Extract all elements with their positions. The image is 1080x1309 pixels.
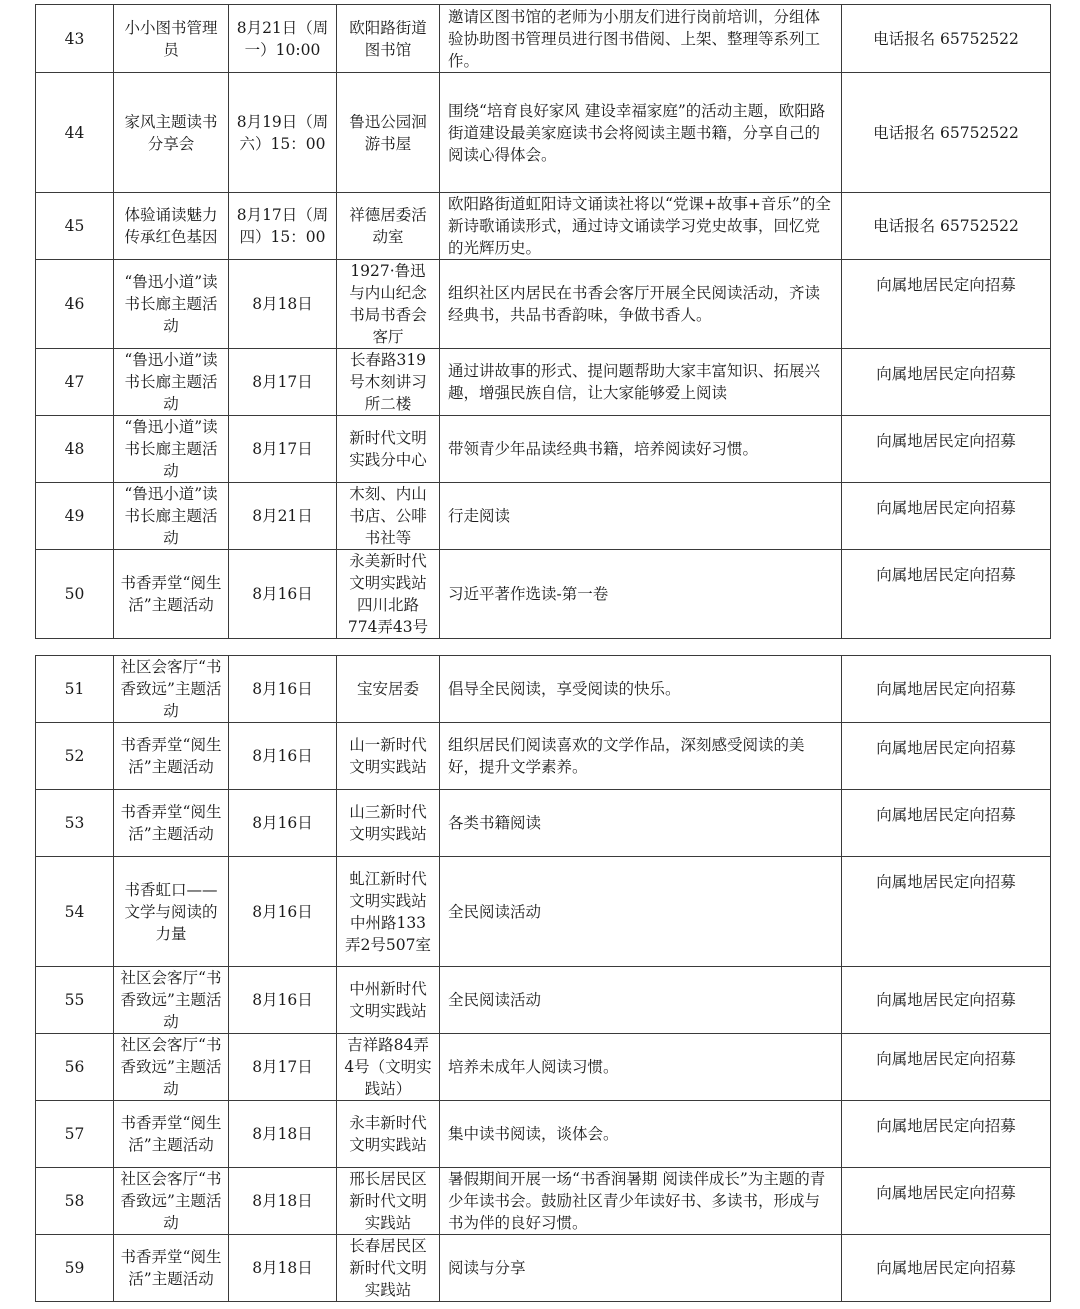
registration-note: 向属地居民定向招募 [842, 1101, 1051, 1168]
activity-table-bottom [35, 655, 1051, 1302]
activity-place: 长春居民区新时代文明实践站 [337, 1235, 440, 1302]
row-number: 50 [36, 550, 114, 639]
activity-description: 通过讲故事的形式、提问题帮助大家丰富知识、拓展兴趣，增强民族自信，让大家能够爱上阅读 [440, 349, 842, 416]
activity-place: 中州新时代文明实践站 [337, 967, 440, 1034]
activity-description: 邀请区图书馆的老师为小朋友们进行岗前培训，分组体验协助图书管理员进行图书借阅、上架、整理等系列工作。 [440, 5, 842, 73]
row-number: 52 [36, 723, 114, 790]
activity-name: 社区会客厅“书香致远”主题活动 [114, 1034, 229, 1101]
activity-place: 永丰新时代文明实践站 [337, 1101, 440, 1168]
table-row [36, 193, 1051, 260]
activity-name: 小小图书管理员 [114, 5, 229, 73]
table-row [36, 967, 1051, 1034]
row-number: 49 [36, 483, 114, 550]
activity-name: 社区会客厅“书香致远”主题活动 [114, 967, 229, 1034]
activity-description: 围绕“培育良好家风 建设幸福家庭”的活动主题，欧阳路街道建设最美家庭读书会将阅读主题书籍，分享自己的阅读心得体会。 [440, 73, 842, 193]
table-row [36, 1034, 1051, 1101]
row-number: 58 [36, 1168, 114, 1235]
activity-place: 长春路319号木刻讲习所二楼 [337, 349, 440, 416]
registration-note: 向属地居民定向招募 [842, 790, 1051, 857]
activity-time: 8月16日 [229, 656, 337, 723]
activity-place: 宝安居委 [337, 656, 440, 723]
activity-name: 家风主题读书分享会 [114, 73, 229, 193]
activity-place: 1927·鲁迅与内山纪念书局书香会客厅 [337, 260, 440, 349]
row-number: 47 [36, 349, 114, 416]
activity-time: 8月19日（周六）15：00 [229, 73, 337, 193]
row-number: 43 [36, 5, 114, 73]
activity-description: 培养未成年人阅读习惯。 [440, 1034, 842, 1101]
activity-description: 组织居民们阅读喜欢的文学作品，深刻感受阅读的美好，提升文学素养。 [440, 723, 842, 790]
activity-time: 8月16日 [229, 857, 337, 967]
table-row [36, 349, 1051, 416]
activity-time: 8月16日 [229, 967, 337, 1034]
table-row [36, 483, 1051, 550]
activity-time: 8月17日 [229, 349, 337, 416]
activity-description: 行走阅读 [440, 483, 842, 550]
activity-name: 书香弄堂“阅生活”主题活动 [114, 1101, 229, 1168]
activity-place: 虬江新时代文明实践站 中州路133弄2号507室 [337, 857, 440, 967]
activity-name: “鲁迅小道”读书长廊主题活动 [114, 260, 229, 349]
activity-name: 书香弄堂“阅生活”主题活动 [114, 790, 229, 857]
activity-time: 8月21日 [229, 483, 337, 550]
activity-description: 全民阅读活动 [440, 857, 842, 967]
row-number: 51 [36, 656, 114, 723]
row-number: 44 [36, 73, 114, 193]
registration-note: 向属地居民定向招募 [842, 656, 1051, 723]
activity-time: 8月17日 [229, 416, 337, 483]
table-row [36, 1101, 1051, 1168]
activity-name: 书香虹口——文学与阅读的力量 [114, 857, 229, 967]
row-number: 45 [36, 193, 114, 260]
table-row [36, 857, 1051, 967]
activity-place: 山一新时代文明实践站 [337, 723, 440, 790]
activity-name: 书香弄堂“阅生活”主题活动 [114, 723, 229, 790]
registration-note: 电话报名 65752522 [842, 5, 1051, 73]
row-number: 48 [36, 416, 114, 483]
activity-time: 8月21日（周一）10:00 [229, 5, 337, 73]
table-row [36, 1168, 1051, 1235]
registration-note: 向属地居民定向招募 [842, 857, 1051, 967]
activity-description: 暑假期间开展一场“书香润暑期 阅读伴成长”为主题的青少年读书会。鼓励社区青少年读好书、多读书，形成与书为伴的良好习惯。 [440, 1168, 842, 1235]
activity-name: “鲁迅小道”读书长廊主题活动 [114, 349, 229, 416]
registration-note: 向属地居民定向招募 [842, 1168, 1051, 1235]
row-number: 56 [36, 1034, 114, 1101]
activity-time: 8月16日 [229, 790, 337, 857]
activity-time: 8月18日 [229, 260, 337, 349]
row-number: 59 [36, 1235, 114, 1302]
activity-name: 书香弄堂“阅生活”主题活动 [114, 1235, 229, 1302]
registration-note: 向属地居民定向招募 [842, 260, 1051, 349]
activity-time: 8月17日（周四）15：00 [229, 193, 337, 260]
table-row [36, 723, 1051, 790]
row-number: 57 [36, 1101, 114, 1168]
activity-time: 8月16日 [229, 550, 337, 639]
table-row [36, 73, 1051, 193]
registration-note: 向属地居民定向招募 [842, 550, 1051, 639]
activity-description: 倡导全民阅读，享受阅读的快乐。 [440, 656, 842, 723]
row-number: 55 [36, 967, 114, 1034]
activity-name: 社区会客厅“书香致远”主题活动 [114, 656, 229, 723]
activity-description: 全民阅读活动 [440, 967, 842, 1034]
row-number: 46 [36, 260, 114, 349]
table-row [36, 656, 1051, 723]
activity-name: 社区会客厅“书香致远”主题活动 [114, 1168, 229, 1235]
activity-time: 8月18日 [229, 1235, 337, 1302]
table-row [36, 260, 1051, 349]
activity-time: 8月18日 [229, 1168, 337, 1235]
activity-description: 集中读书阅读，谈体会。 [440, 1101, 842, 1168]
activity-time: 8月18日 [229, 1101, 337, 1168]
activity-name: 书香弄堂“阅生活”主题活动 [114, 550, 229, 639]
activity-place: 新时代文明实践分中心 [337, 416, 440, 483]
row-number: 53 [36, 790, 114, 857]
activity-place: 欧阳路街道图书馆 [337, 5, 440, 73]
activity-time: 8月16日 [229, 723, 337, 790]
table-row [36, 416, 1051, 483]
table-row [36, 550, 1051, 639]
activity-description: 欧阳路街道虹阳诗文诵读社将以“党课+故事+音乐”的全新诗歌诵读形式，通过诗文诵读学习党史故事，回忆党的光辉历史。 [440, 193, 842, 260]
activity-place: 山三新时代文明实践站 [337, 790, 440, 857]
activity-table-top [35, 4, 1051, 639]
activity-place: 吉祥路84弄4号（文明实践站） [337, 1034, 440, 1101]
activity-description: 组织社区内居民在书香会客厅开展全民阅读活动，齐读经典书，共品书香韵味，争做书香人。 [440, 260, 842, 349]
activity-time: 8月17日 [229, 1034, 337, 1101]
table-row [36, 5, 1051, 73]
activity-description: 各类书籍阅读 [440, 790, 842, 857]
registration-note: 向属地居民定向招募 [842, 723, 1051, 790]
activity-place: 鲁迅公园洄游书屋 [337, 73, 440, 193]
registration-note: 向属地居民定向招募 [842, 483, 1051, 550]
activity-place: 木刻、内山书店、公啡书社等 [337, 483, 440, 550]
activity-description: 阅读与分享 [440, 1235, 842, 1302]
registration-note: 向属地居民定向招募 [842, 349, 1051, 416]
activity-description: 习近平著作选读-第一卷 [440, 550, 842, 639]
registration-note: 向属地居民定向招募 [842, 1235, 1051, 1302]
registration-note: 电话报名 65752522 [842, 193, 1051, 260]
activity-place: 邢长居民区新时代文明实践站 [337, 1168, 440, 1235]
activity-place: 祥德居委活动室 [337, 193, 440, 260]
registration-note: 向属地居民定向招募 [842, 416, 1051, 483]
row-number: 54 [36, 857, 114, 967]
table-row [36, 1235, 1051, 1302]
registration-note: 向属地居民定向招募 [842, 1034, 1051, 1101]
activity-name: “鲁迅小道”读书长廊主题活动 [114, 483, 229, 550]
activity-place: 永美新时代文明实践站 四川北路774弄43号 [337, 550, 440, 639]
activity-description: 带领青少年品读经典书籍，培养阅读好习惯。 [440, 416, 842, 483]
table-row [36, 790, 1051, 857]
registration-note: 电话报名 65752522 [842, 73, 1051, 193]
registration-note: 向属地居民定向招募 [842, 967, 1051, 1034]
activity-name: “鲁迅小道”读书长廊主题活动 [114, 416, 229, 483]
activity-name: 体验诵读魅力 传承红色基因 [114, 193, 229, 260]
